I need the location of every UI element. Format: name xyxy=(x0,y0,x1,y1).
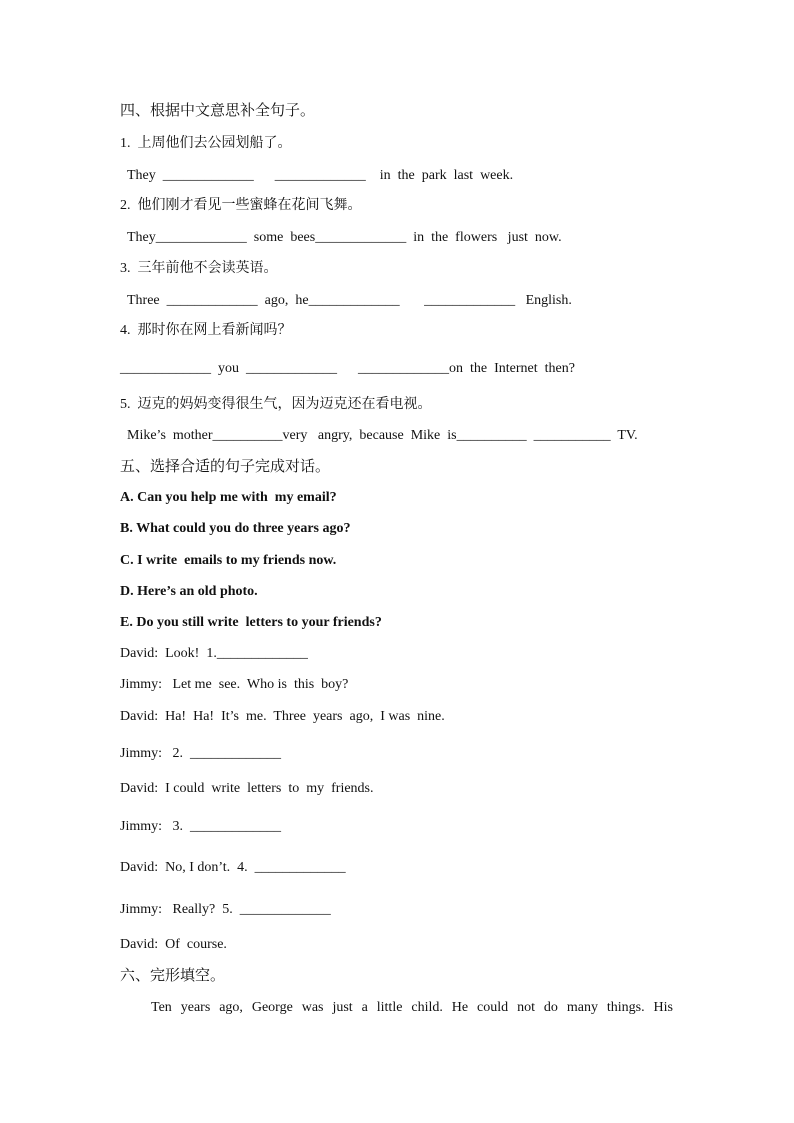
s4-item-5-english: Mike’s mother__________very angry, because Mike is__________ ___________ TV. xyxy=(127,428,638,443)
option-a: A. Can you help me with my email? xyxy=(120,490,337,505)
dialogue-line-5: David: I could write letters to my friends. xyxy=(120,781,374,796)
s4-item-5-chinese: 5. 迈克的妈妈变得很生气，因为迈克还在看电视。 xyxy=(120,397,432,412)
s4-item-3-chinese: 3. 三年前他不会读英语。 xyxy=(120,261,278,276)
dialogue-line-3: David: Ha! Ha! It’s me. Three years ago, I was nine. xyxy=(120,709,445,724)
option-c: C. I write emails to my friends now. xyxy=(120,553,337,568)
dialogue-line-4: Jimmy: 2. _____________ xyxy=(120,746,282,761)
s4-item-4-english: _____________ you _____________ _____________on the Internet then? xyxy=(120,361,575,376)
s4-item-2-english: They_____________ some bees_____________ in the flowers just now. xyxy=(127,230,562,245)
dialogue-line-9: David: Of course. xyxy=(120,937,227,952)
dialogue-line-6: Jimmy: 3. _____________ xyxy=(120,819,282,834)
option-d: D. Here’s an old photo. xyxy=(120,584,258,599)
s4-item-1-chinese: 1. 上周他们去公园划船了。 xyxy=(120,136,292,151)
dialogue-line-1: David: Look! 1._____________ xyxy=(120,646,308,661)
section-5-title: 五、选择合适的句子完成对话。 xyxy=(120,459,331,475)
dialogue-line-8: Jimmy: Really? 5. _____________ xyxy=(120,902,331,917)
option-b: B. What could you do three years ago? xyxy=(120,521,351,536)
s4-item-2-chinese: 2. 他们刚才看见一些蜜蜂在花间飞舞。 xyxy=(120,198,362,213)
dialogue-line-2: Jimmy: Let me see. Who is this boy? xyxy=(120,677,349,692)
option-e: E. Do you still write letters to your friends? xyxy=(120,615,382,630)
s4-item-1-english: They _____________ _____________ in the park last week. xyxy=(127,168,514,183)
section-4-title: 四、根据中文意思补全句子。 xyxy=(120,103,316,119)
cloze-paragraph: Ten years ago, George was just a little child. He could not do many things. His xyxy=(151,1000,673,1015)
section-6-title: 六、完形填空。 xyxy=(120,968,226,984)
s4-item-4-chinese: 4. 那时你在网上看新闻吗？ xyxy=(120,323,292,338)
dialogue-line-7: David: No, I don’t. 4. _____________ xyxy=(120,860,346,875)
s4-item-3-english: Three _____________ ago, he_____________ _____________ English. xyxy=(127,293,572,308)
